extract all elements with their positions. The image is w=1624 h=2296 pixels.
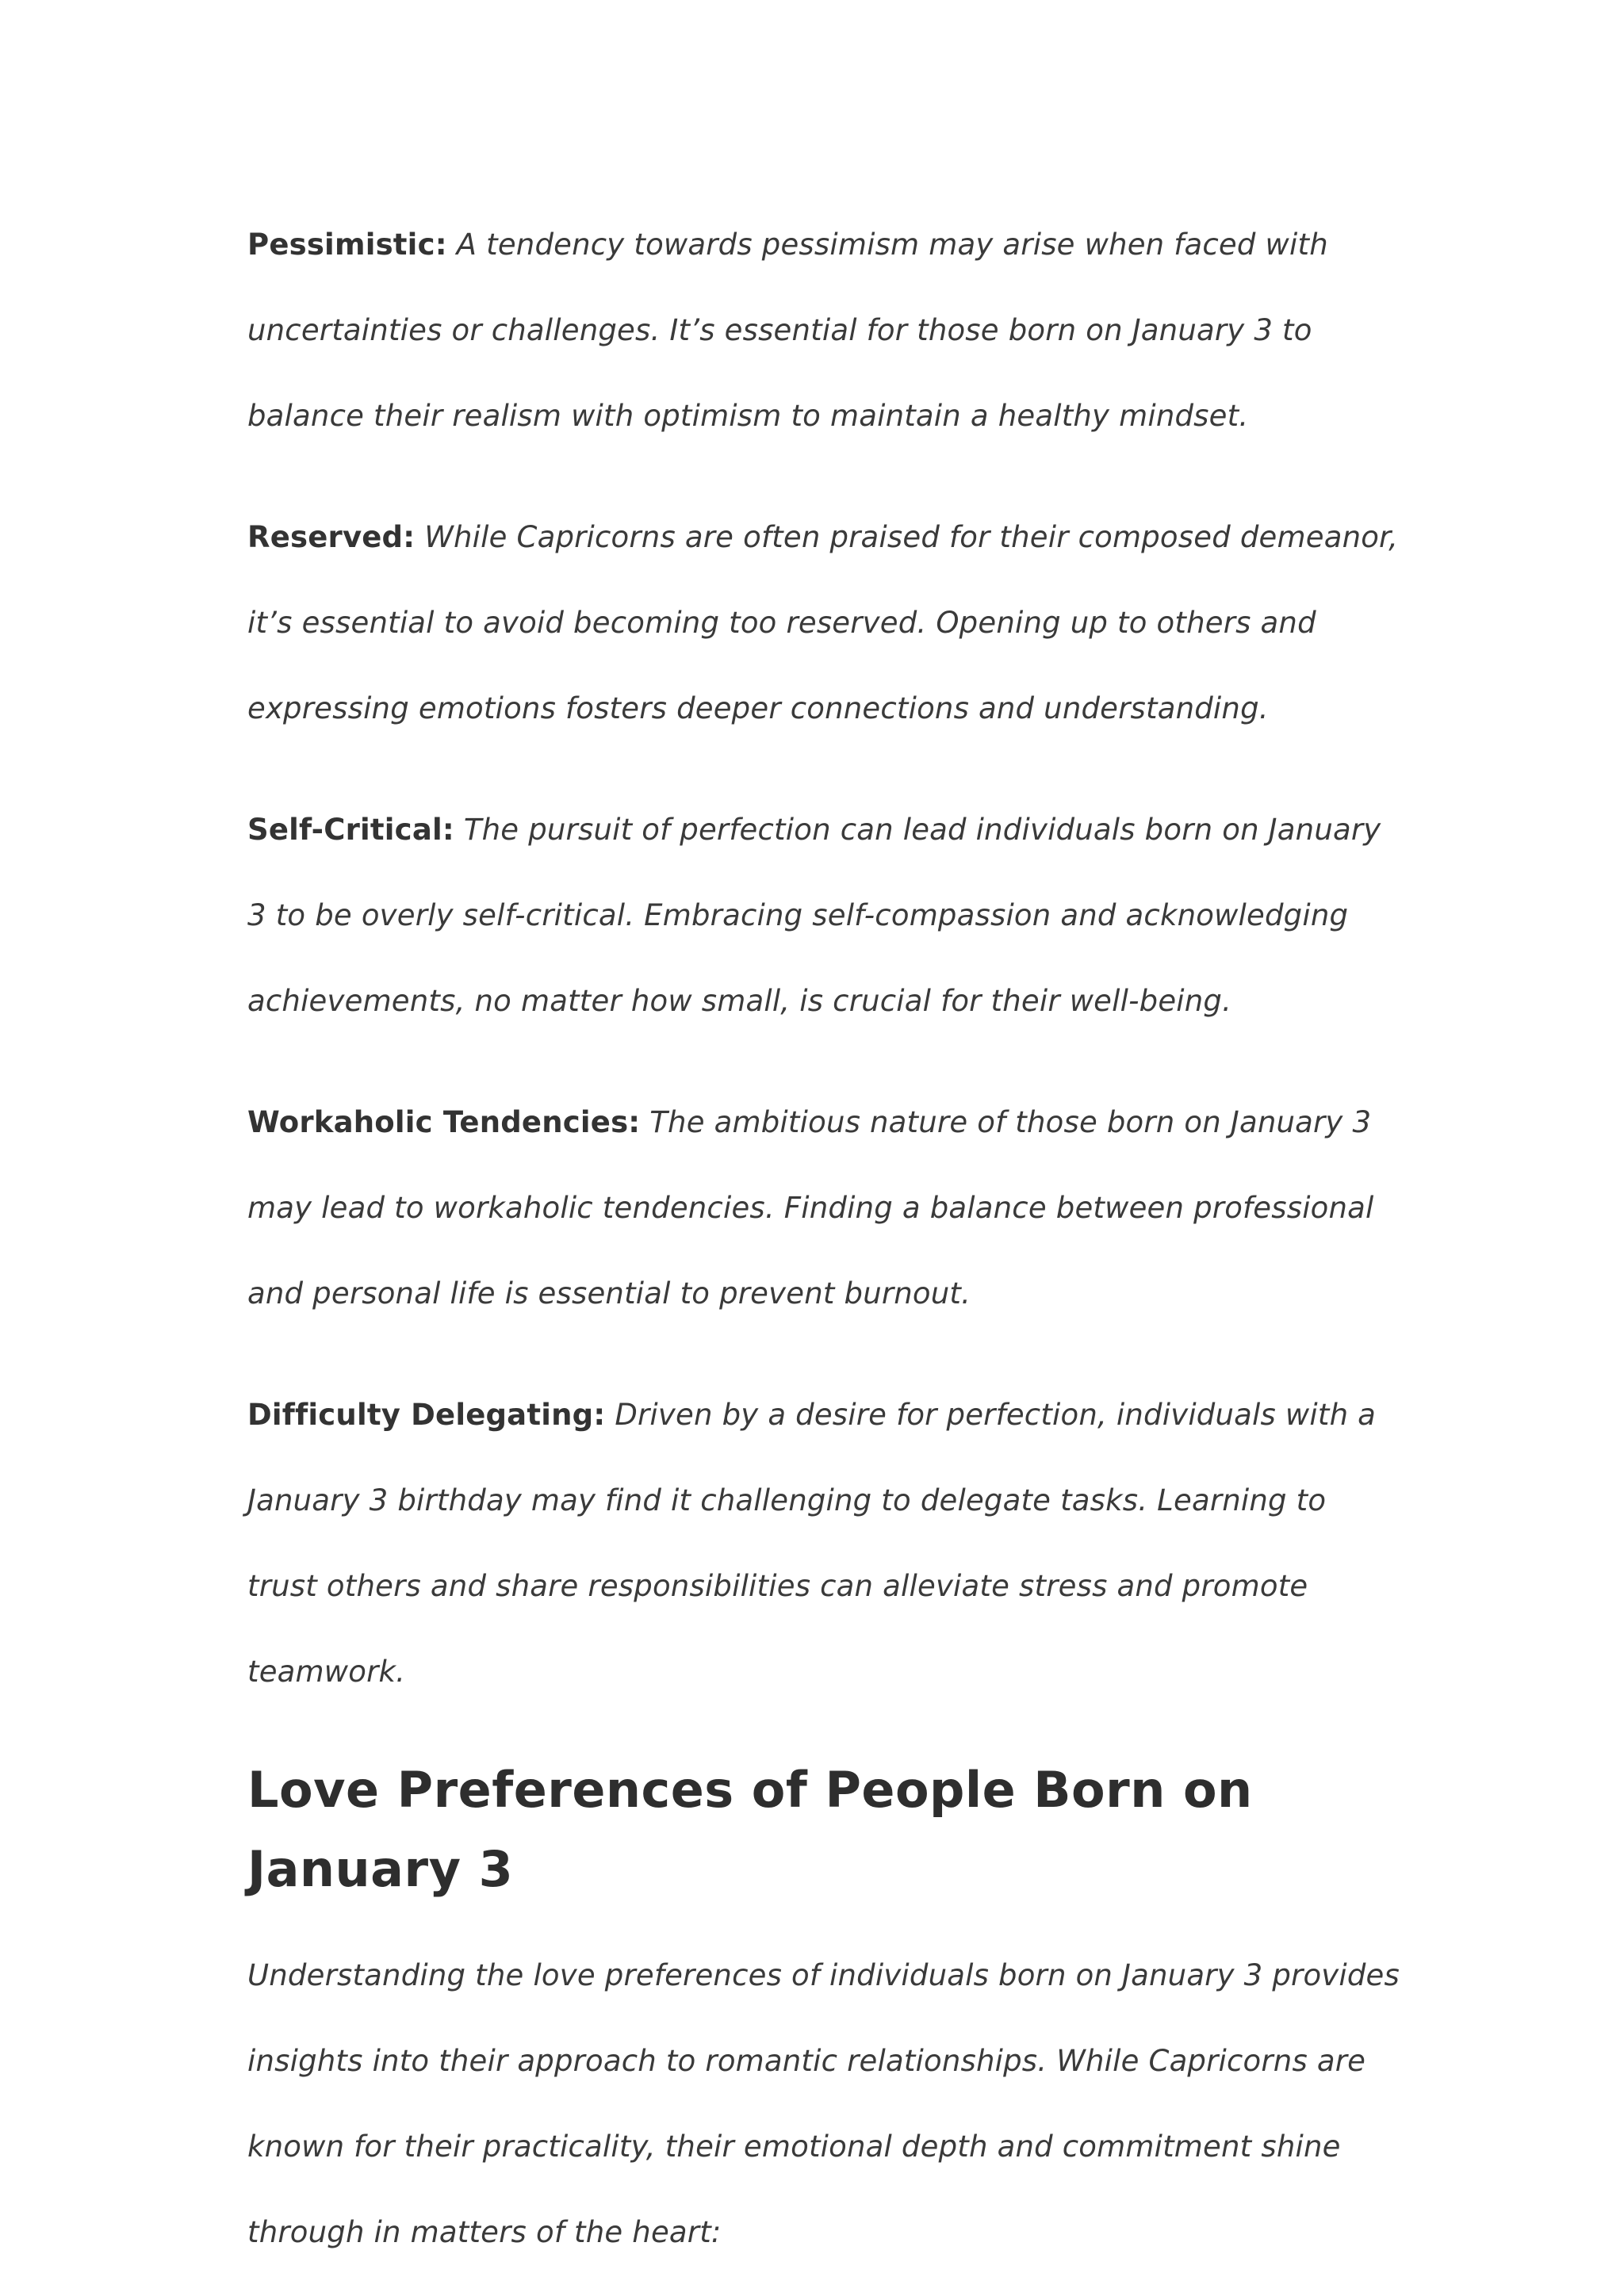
trait-description: While Capricorns are often praised for their composed demeanor, it’s essential to avoid becoming too reserved. Opening up to others and expressing emotions fosters deeper connections and understanding. bbox=[247, 520, 1399, 725]
trait-term: Workaholic Tendencies: bbox=[247, 1105, 641, 1139]
trait-paragraph-pessimistic bbox=[247, 202, 1405, 459]
trait-term: Difficulty Delegating: bbox=[247, 1398, 606, 1432]
trait-description: The pursuit of perfection can lead individuals born on January 3 to be overly self-critical. Embracing self-compassion and acknowledging achievements, no matter how small, is crucial for their well-being. bbox=[247, 813, 1381, 1018]
trait-description: Driven by a desire for perfection, individuals with a January 3 birthday may find it challenging to delegate tasks. Learning to trust others and share responsibilities can alleviate stress and promote teamwork. bbox=[247, 1398, 1377, 1689]
trait-term: Pessimistic: bbox=[247, 228, 447, 262]
document-body bbox=[247, 202, 1405, 2275]
trait-paragraph-delegating bbox=[247, 1372, 1405, 1715]
trait-description: A tendency towards pessimism may arise when faced with uncertainties or challenges. It’s essential for those born on January 3 to balance their realism with optimism to maintain a healthy mindset. bbox=[247, 228, 1328, 433]
trait-paragraph-reserved bbox=[247, 495, 1405, 752]
section-heading: Love Preferences of People Born on January 3 bbox=[247, 1761, 1253, 1898]
trait-paragraph-workaholic bbox=[247, 1080, 1405, 1337]
trait-paragraph-self-critical bbox=[247, 787, 1405, 1044]
trait-description: The ambitious nature of those born on January 3 may lead to workaholic tendencies. Finding a balance between professional and personal life is essential to prevent burnout. bbox=[247, 1105, 1374, 1311]
section-intro-paragraph: Understanding the love preferences of individuals born on January 3 provides insights into their approach to romantic relationships. While Capricorns are known for their practicality, their emotional depth and commitment shine through in matters of the heart: bbox=[247, 1958, 1400, 2249]
trait-term: Reserved: bbox=[247, 520, 416, 554]
trait-term: Self-Critical: bbox=[247, 813, 454, 847]
